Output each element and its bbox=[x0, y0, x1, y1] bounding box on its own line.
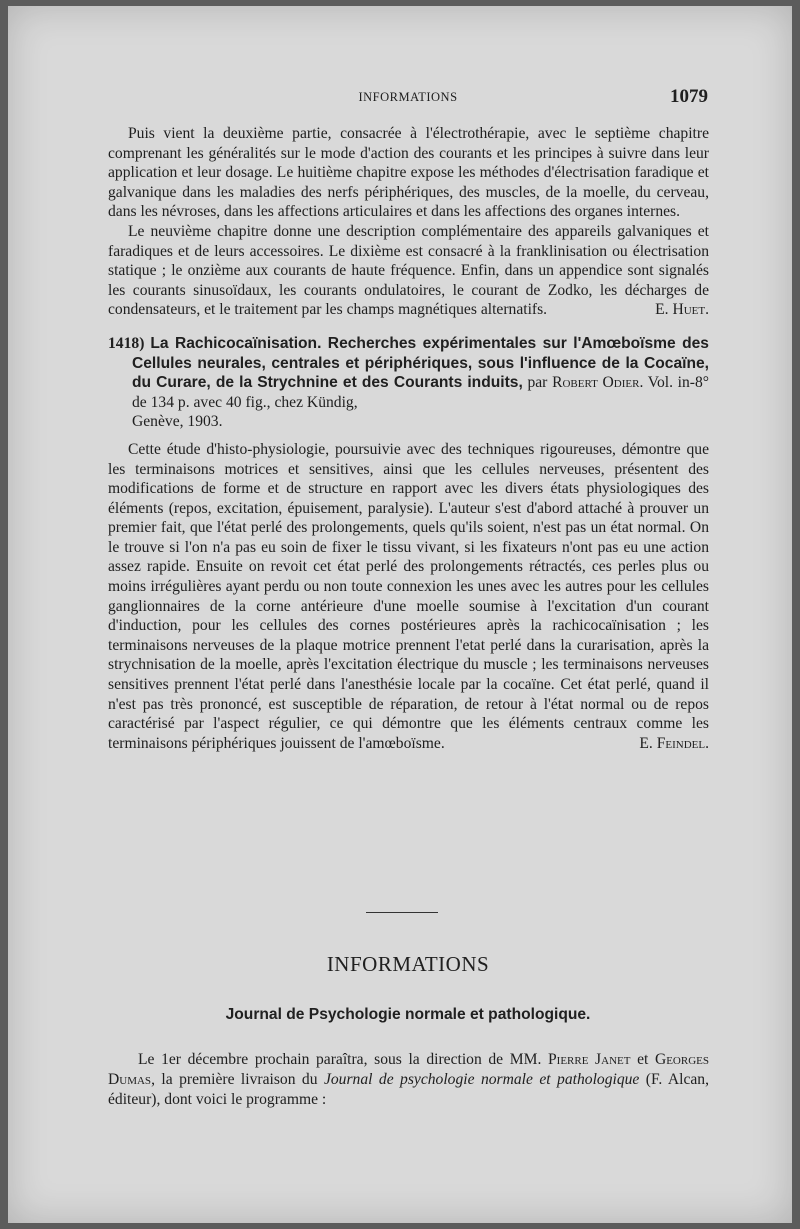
announcement-paragraph bbox=[108, 1050, 709, 1110]
review-author: Robert Odier bbox=[552, 374, 640, 392]
announcement bbox=[108, 1050, 709, 1110]
review-1417-paragraph-2-text: Le neuvième chapitre donne une description complémentaire des appareils galvaniques et faradiques et de leurs accessoires. Le dixième est consacré à la franklinisation ou électrisation statique ; le onzième aux courants de haute fréquence. Enfin, dans un appendice sont signalés les courants sinusoïdaux, les courants ondulatoires, le courant de Zodko, les décharges de condensateurs, et le traitement par les champs magnétiques alternatifs. bbox=[108, 222, 709, 319]
page-header bbox=[108, 86, 708, 110]
review-1417-paragraph-1: Puis vient la deuxième partie, consacrée à l'électrothérapie, avec le septième chapitre comprenant les généralités sur le mode d'action des courants et les principes à suivre dans leur application et leur dosage. Le huitième chapitre expose les méthodes d'électrisation faradique et galvanique dans les maladies des nerfs périphériques, des muscles, de la moelle, du cerveau, dans les névroses, dans les affections articulaires et dans les affections des organes internes. bbox=[108, 125, 709, 221]
review-number: 1418) bbox=[108, 334, 145, 352]
journal-heading: Journal de Psychologie normale et pathologique. bbox=[225, 1006, 591, 1023]
page-number: 1079 bbox=[670, 86, 708, 107]
review-1418-body-text: Cette étude d'histo-physiologie, poursuivie avec des techniques rigoureuses, démontre que les terminaisons motrices et sensitives, ainsi que les cellules nerveuses, présentent des modifications de forme et de structure en rapport avec les divers états physiologiques des éléments (repos, excitation, épuisement, paralysie). L'auteur s'est d'abord attaché à prouver un premier fait, que l'état perlé des prolongements, quels qu'ils soient, n'est pas un état normal. On le trouve si l'on n'a pas eu soin de fixer le tissu vivant, si les fixateurs n'ont pas eu une action assez rapide. Ensuite on revoit cet état perlé des prolongements rétractés, ces perles plus ou moins irrégulières ayant perdu ou non toute connexion les unes avec les autres pour les cellules ganglionnaires de la corne antérieure d'une moelle soumise à l'excitation d'un courant d'induction, pour les cellules des cornes postérieures après la rachicocaïnisation ; les terminaisons nerveuses de la plaque motrice prennent l'etat perlé dans la curarisation, après la strychnisation de la moelle, après l'excitation électrique du muscle ; les terminaisons nerveuses sensitives prennent l'état perlé dans l'anesthésie locale par la cocaïne. Cet état perlé, quand il n'est pas très prononcé, est susceptible de réparation, de retour à l'état normal ou de repos caractérisé par l'aspect régulier, ce qui démontre que les éléments centraux comme les terminaisons périphériques jouissent de l'amœboïsme. bbox=[108, 440, 709, 752]
announcement-and: et bbox=[630, 1051, 655, 1068]
section-divider bbox=[366, 912, 438, 913]
review-1418-heading bbox=[108, 334, 709, 412]
announcement-text-1: Le 1er décembre prochain paraîtra, sous la direction de MM. bbox=[138, 1051, 548, 1068]
body-text bbox=[108, 124, 709, 753]
informations-heading: INFORMATIONS bbox=[326, 952, 490, 976]
running-title: INFORMATIONS bbox=[358, 90, 458, 104]
editor-1: Pierre Janet bbox=[547, 1051, 631, 1068]
review-1418-signature: E. Feindel. bbox=[639, 734, 709, 752]
review-by: par bbox=[527, 374, 548, 392]
review-1417-signature: E. Huet. bbox=[655, 301, 709, 319]
review-place-date: Genève, 1903. bbox=[132, 413, 223, 431]
document-page bbox=[8, 6, 792, 1223]
editor-2: Georges Dumas bbox=[108, 1051, 709, 1088]
announcement-text-2: , la première livraison du bbox=[151, 1071, 324, 1088]
announcement-text-3: (F. Alcan, éditeur), dont voici le programme : bbox=[108, 1071, 709, 1108]
journal-italic-title: Journal de psychologie normale et pathologique bbox=[323, 1071, 640, 1088]
review-1417-paragraph-2 bbox=[108, 222, 709, 320]
review-title: La Rachicocaïnisation. Recherches expérimentales sur l'Amœboïsme des Cellules neurales, centrales et périphériques, sous l'influence de la Cocaïne, du Curare, de la Strychnine et des Courants induits, bbox=[132, 334, 709, 392]
review-1418-body bbox=[108, 440, 709, 754]
review-details: . Vol. in-8° de 134 p. avec 40 fig., chez Kündig, bbox=[132, 374, 710, 411]
